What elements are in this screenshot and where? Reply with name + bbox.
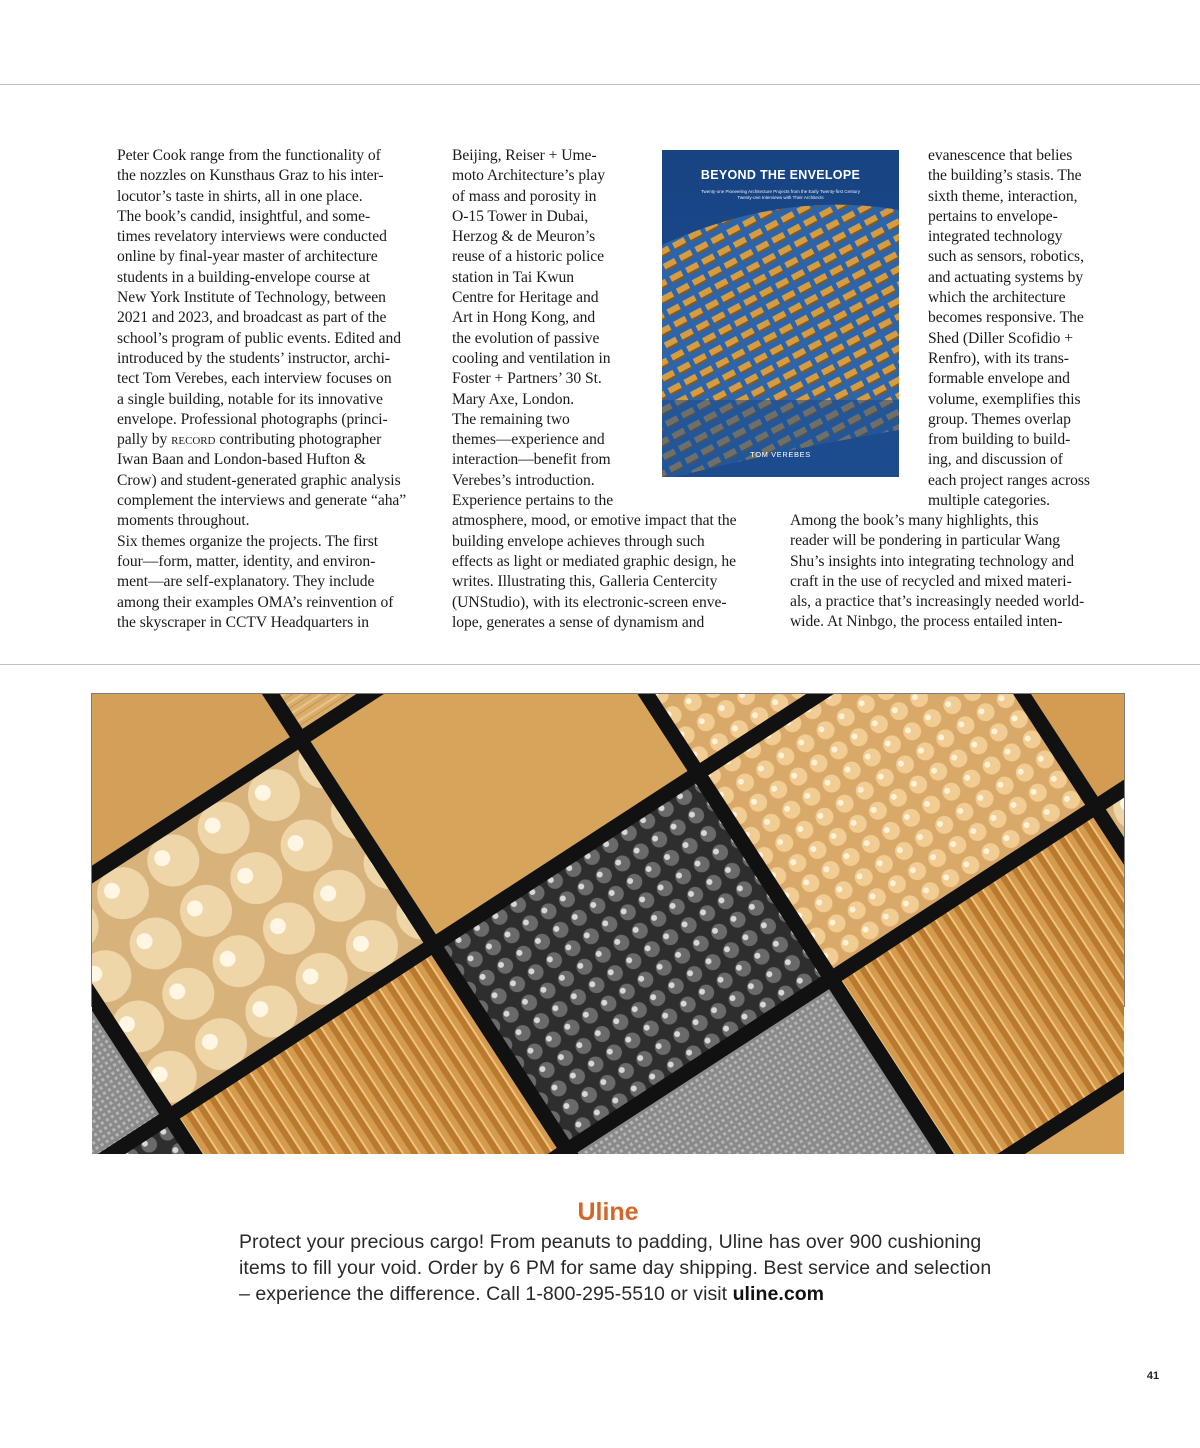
ad-brand-name: Uline — [577, 1198, 639, 1226]
ad-website-link[interactable]: uline.com — [732, 1283, 825, 1305]
column-1-text-b: contributing photographer Iwan Baan and London-based Hufton & Crow) and student-generated graphic analysis complement the interviews and generate “aha” moments throughout. Six themes organize the projects. The first four—form, matter, identity, and environ- ment—are self-explanatory. They include among their examples OMA’s reinvention of the skyscraper in CCTV Headquarters in — [117, 431, 407, 631]
article-column-3-bottom: Among the book’s many highlights, this reader will be pondering in particular Wang Shu’s insights into integrating technology and craft in the use of recycled and mixed materi- als, a practice that’s increasingly needed world- wide. At Ninbgo, the process entailed inten- — [790, 512, 1085, 631]
top-rule — [0, 84, 1200, 85]
middle-rule — [0, 664, 1200, 665]
packaging-materials-photo — [92, 694, 1124, 1154]
record-small-caps: record — [171, 431, 216, 449]
column-1-text-a: Peter Cook range from the functionality of the nozzles on Kunsthaus Graz to his inter- locutor’s taste in shirts, all in one place. The book’s candid, insightful, and some- times revelatory interviews were conducted online by final-year master of architecture students in a building-envelope course at New York Institute of Technology, between 2021 and 2023, and broadcast as part of the school’s program of public events. Edited and introduced by the students’ instructor, archi- tect Tom Verebes, each interview focuses on a single building, notable for its innovative envelope. Professional photographs (princi- pally by — [117, 147, 402, 449]
book-cover-subtitle: Twenty-one Pioneering Architecture Projects from the Early Twenty-first Century Twenty-one Interviews with Their Architects — [701, 189, 860, 200]
article-column-1 — [117, 146, 432, 633]
packaging-collage — [92, 694, 1124, 1154]
book-cover-image — [662, 150, 899, 477]
ad-copy: Protect your precious cargo! From peanuts to padding, Uline has over 900 cushioning items to fill your void. Order by 6 PM for same day shipping. Best service and selection – experience the difference. Call 1-800-295-5510 or visit — [239, 1231, 992, 1305]
ad-body-text — [239, 1229, 999, 1307]
book-cover-author: TOM VEREBES — [750, 450, 811, 459]
book-cover-title: BEYOND THE ENVELOPE — [700, 168, 861, 182]
article-column-3-top: evanescence that belies the building’s stasis. The sixth theme, interaction, pertains to envelope- integrated technology such as sensors, robotics, and actuating systems by which the architecture becomes responsive. The Shed (Diller Scofidio + Renfro), with its trans- formable envelope and volume, exemplifies this group. Themes overlap from building to build- ing, and discussion of each project ranges across multiple categories. — [928, 147, 1090, 510]
page-number: 41 — [1146, 1370, 1160, 1382]
article-column-2: Beijing, Reiser + Ume- moto Architecture’s play of mass and porosity in O-15 Tower in Dubai, Herzog & de Meuron’s reuse of a historic police station in Tai Kwun Centre for Heritage and Art in Hong Kong, and the evolution of passive cooling and ventilation in Foster + Partners’ 30 St. Mary Axe, London. The remaining two themes—experience and interaction—benefit from Verebes’s introduction. Experience pertains to the atmosphere, mood, or emotive impact that the building envelope achieves through such effects as light or mediated graphic design, he writes. Illustrating this, Galleria Centercity (UNStudio), with its electronic-screen enve- lope, generates a sense of dynamism and — [452, 147, 737, 631]
uline-advertisement[interactable] — [91, 693, 1125, 1007]
